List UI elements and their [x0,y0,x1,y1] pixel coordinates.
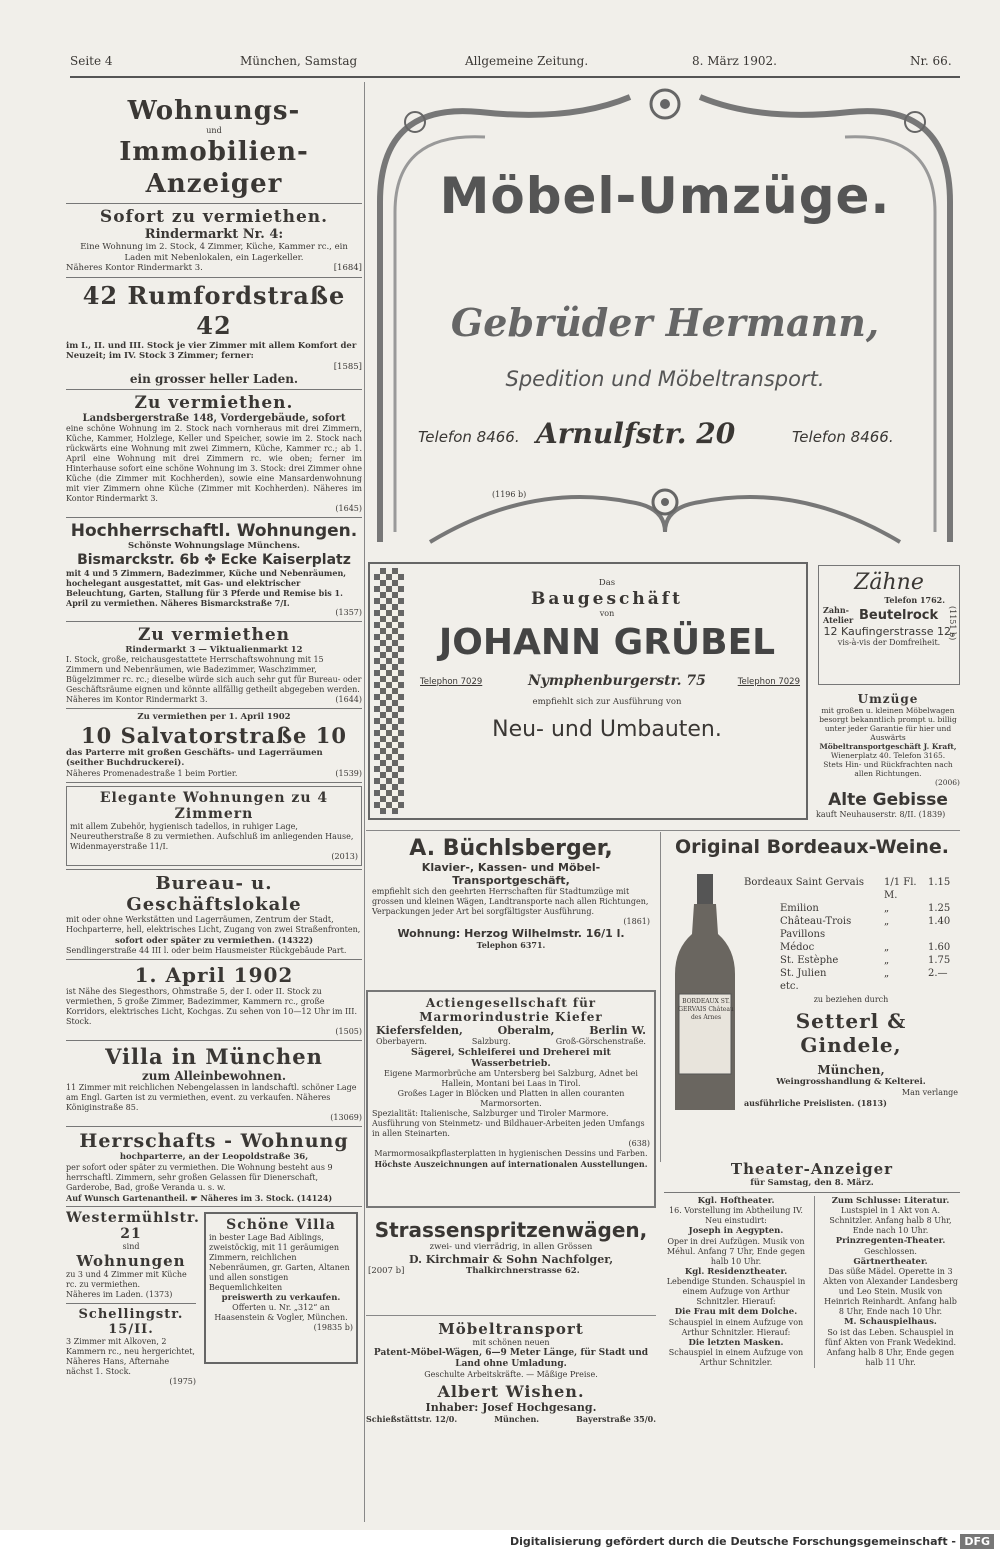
place-day: München, Samstag [240,54,358,68]
theater-house: Die Frau mit dem Dolche. [674,1307,798,1317]
ad-sub: Rindermarkt 3 — Viktualienmarkt 12 [125,644,303,655]
ad-sub: Spedition und Möbeltransport. [505,367,825,391]
theater-house: Gärtnertheater. [853,1256,928,1267]
ad-body: mit allem Zubehör, hygienisch tadellos, in ruhiger Lage, Neureutherstraße 8 zu vermiethen. Aufschluß im anliegenden Hause, Widenmayerstraße 11/I. [70,821,354,851]
ad-company: Gebrüder Hermann, [450,300,880,345]
ad-extra: ein grosser heller Laden. [129,372,299,386]
wine-row [744,902,958,915]
wine-unit: „ [884,955,890,966]
ad-place-2: Oberalm, [497,1024,555,1037]
ad-place-3: Berlin W. [589,1024,646,1037]
ad-bold: sofort oder später zu vermiethen. [114,935,275,946]
ad-line3: Neu- und Umbauten. [492,717,722,742]
ad-owner: Inhaber: Josef Hochgesang. [425,1401,597,1414]
ad-extra: Stets Hin- und Rückfrachten nach allen Richtungen. [823,760,953,778]
ad-footer: Näheres Kontor Rindermarkt 3. [66,263,203,273]
digitization-footer [0,1530,1000,1555]
ad-headline: Sofort zu vermiethen. [99,207,329,227]
ad-line6: Höchste Auszeichnungen auf internationalen Ausstellungen. [374,1159,648,1169]
ad-note-1: Man verlange [901,1087,958,1097]
ad-code: (13069) [330,1113,362,1122]
ad-place-1: Kiefersfelden, [376,1024,463,1037]
ad-name: A. Büchlsberger, [409,836,613,861]
ad-bordeaux [664,836,960,1146]
ad-code: (19835 b) [313,1323,353,1332]
ad-ohmstrasse [66,963,362,1037]
ad-company: D. Kirchmair & Sohn Nachfolger, [408,1252,614,1266]
ad-company: Möbeltransportgeschäft J. Kraft, [819,742,957,751]
ad-headline: Zu vermiethen. [134,393,294,413]
ad-title: Umzüge [857,692,919,706]
ad-title: Möbel-Umzüge. [439,167,891,225]
ad-place-sub-3: Groß-Görschenstraße. [555,1037,646,1046]
ad-villa-muenchen [66,1044,362,1123]
theater-anzeiger [664,1160,960,1480]
column-divider [364,82,365,1522]
theater-house: Joseph in Aegypten. [688,1226,784,1236]
ad-line2: empfiehlt sich zur Ausführung von [532,696,682,707]
ad-line3: Großes Lager in Blöcken und Platten in allen couranten Marmorsorten. [397,1089,625,1108]
ad-body: Eine Wohnung im 2. Stock, 4 Zimmer, Küche, Kammer rc., ein Laden mit Nebenlokalen, ein Lagerkeller. [80,242,348,263]
ad-phone-left: Telephon 7029 [420,676,483,687]
ad-code: [2007 b] [368,1265,405,1276]
wine-row [744,954,958,967]
ad-headline: 1. April 1902 [134,963,294,987]
ad-code: [1684] [333,263,362,273]
ad-bismarckstrasse [66,521,362,618]
wine-row [744,876,958,902]
ad-city: München. [494,1414,540,1424]
theater-house: Zum Schlusse: Literatur. [831,1195,950,1206]
ad-schellingstrasse-code: (1975) [169,1376,196,1386]
ad-sub: Rindermarkt Nr. 4: [144,227,284,242]
ad-phone-right: Telefon 8466. [792,428,894,446]
wine-price: 1.25 [928,903,951,914]
ad-footer: Näheres im Laden. [66,1289,144,1299]
ad-headline: Bureau- u. Geschäftslokale [126,872,302,915]
wine-name: Bordeaux Saint Gervais [744,877,864,888]
ad-line2: Eigene Marmorbrüche am Untersberg bei Salzburg, Adnet bei Hallein, Montani bei Laas in Tirol. [384,1069,638,1088]
ad-body: kauft Neuhauserstr. 8/II. [816,810,917,819]
wine-row [744,980,958,993]
theater-house: Prinzregenten-Theater. [835,1236,946,1246]
ad-albert-wishen [366,1320,656,1480]
ad-schellingstrasse-body: 3 Zimmer mit Alkoven, 2 Kammern rc., neu hergerichtet, Näheres Hans, Afternahe nächst 1. Stock. [66,1336,195,1376]
ad-body: empfiehlt sich den geehrten Herrschaften für Stadtumzüge mit grossen und kleinen Wägen, Landtransporte nach allen Richtungen, Verpackungen jeder Art bei sorgfältigster Ausführung. [372,887,649,916]
bottle-label: BORDEAUX ST. GERVAIS Château des Arnes [678,998,734,1021]
theater-text: Schauspiel in einem Aufzuge von Arthur Schnitzler. [668,1348,804,1367]
wine-unit: 1/1 Fl. M. [884,877,917,901]
ad-name: Beutelrock [859,607,939,623]
theater-text: Geschlossen. [864,1246,917,1256]
ad-extra: Auf Wunsch Gartenantheil. ☛ Näheres im 3. Stock. [66,1192,294,1203]
ad-das: Das [598,578,616,588]
ad-footer: Näheres im Kontor Rindermarkt 3. [66,695,208,704]
bottom-left-block [66,1209,362,1386]
wine-price: 2.— [928,968,948,979]
ad-phone-left: Telefon 8466. [418,428,520,446]
ad-headline: Herrschafts - Wohnung [79,1130,349,1152]
theater-house: M. Schauspielhaus. [844,1317,937,1327]
ad-street: Bismarckstr. 6b ✤ Ecke Kaiserplatz [77,551,351,568]
newspaper-title: Allgemeine Zeitung. [465,54,589,68]
ad-phone: Telephon 6371. [476,940,546,950]
banner-title-2: Immobilien-Anzeiger [119,137,309,199]
row-divider [366,1315,656,1316]
ad-code: (2006) [935,778,960,787]
ad-body: zu 3 und 4 Zimmer mit Küche rc. zu vermiethen. [66,1269,187,1289]
ad-code: (14124) [296,1192,333,1203]
banner-title-1: Wohnungs- [127,96,301,126]
ad-footer: Offerten u. Nr. „312“ an Haasenstein & Vogler, München. [214,1303,348,1322]
checker-border [374,568,404,814]
footer-text: Digitalisierung gefördert durch die Deutsche Forschungsgemeinschaft - [509,1535,956,1548]
ad-price: preiswerth zu verkaufen. [221,1292,341,1303]
banner-und: und [206,126,222,135]
ad-alte-gebisse [816,790,960,830]
ad-bureau-lokale [66,873,362,957]
ad-studio: Zahn-Atelier [823,605,854,625]
ad-headline: 42 Rumfordstraße 42 [82,280,346,340]
ad-code: (1151 b) [948,606,957,641]
ad-code: (1839) [918,810,946,819]
theater-house: Die letzten Masken. [688,1337,784,1348]
ad-footer: Sendlingerstraße 44 III l. oder beim Hausmeister Rückgebäude Part. [66,946,347,955]
ad-company: Setterl & Gindele, [795,1009,907,1057]
ad-script: Zähne [854,570,924,595]
ad-place-sub-2: Salzburg. [471,1037,511,1046]
ad-l1: mit schönen neuen [472,1338,550,1347]
ad-sub: Schönste Wohnungslage Münchens. [128,541,300,551]
ad-note-2: ausführliche Preislisten. [744,1097,855,1108]
ad-schellingstrasse-headline: Schellingstr. 15/II. [78,1306,184,1337]
ad-marmorindustrie [366,990,656,1208]
ad-addr: Wohnung: Herzog Wilhelmstr. 16/1 l. [397,927,625,940]
dfg-logo: DFG [960,1534,994,1549]
ad-sub: zwei- und vierrädrig, in allen Grössen [429,1242,593,1252]
wine-name: St. Julien [780,968,827,979]
ad-headline: Villa in München [105,1044,323,1069]
wine-name: Château-Trois Pavillons [780,916,852,940]
ad-l2: Patent-Möbel-Wägen, 6—9 Meter Länge, für Stadt und Land ohne Umladung. [373,1348,649,1369]
ad-title: Alte Gebisse [828,790,948,810]
wine-row [744,967,958,980]
theater-text: 16. Vorstellung im Abtheilung IV. Neu einstudirt: [669,1206,803,1225]
theater-text: Schauspiel in einem Aufzuge von Arthur Schnitzler. Hierauf: [668,1317,804,1337]
ad-strassenspritzenwaegen [366,1218,656,1318]
wine-name: Emilion [780,903,819,914]
ad-body: das Parterre mit großen Geschäfts- und Lagerräumen (seither Buchdruckerei). [66,747,323,768]
page-header [70,52,960,72]
ad-line1: Sägerei, Schleiferei und Dreherei mit Wasserbetrieb. [411,1047,611,1069]
ad-body: per sofort oder später zu vermiethen. Die Wohnung besteht aus 9 herrschaftl. Zimmern, sehr großen Gelassen für Dienerschaft, Garderobe, Bad, große Veranda u. s. w. [66,1162,333,1192]
ad-body: eine schöne Wohnung im 2. Stock nach vornheraus mit drei Zimmern, Küche, Kammer, Holzlege, Keller und Speicher, sowie im 2. Stock nach rückwärts eine Wohnung mit zwei Zimmern, Küche, Kammer rc.; ab 1. April eine Wohnung mit drei Zimmern rc. wie oben; ferner im Hinterhause sofort eine schöne Wohnung im 3. Stock: drei Zimmer ohne Küche (die Zimmer mit Kochherden), sowie eine Mansardenwohnung mit vier Zimmern ohne Küche (Zimmer mit Kochherden). Näheres im Kontor Rindermarkt 3. [66,424,362,503]
theater-right [821,1196,960,1369]
ad-pre: Zu vermiethen per 1. April 1902 [137,712,291,722]
ad-code: (1373) [145,1289,173,1299]
issue-date: 8. März 1902. [692,54,777,68]
ad-sub: zum Alleinbewohnen. [141,1069,287,1083]
ad-sind: sind [122,1241,140,1251]
page-number: Seite 4 [70,54,113,68]
ad-schoene-villa [204,1212,358,1364]
ad-addr: Wienerplatz 40. Telefon 3165. [830,751,946,760]
issue-number: Nr. 66. [910,54,952,68]
ad-code: [1585] [333,361,362,372]
wine-name: St. Estèphe [780,955,839,966]
ad-line1: Baugeschäft [531,588,683,609]
ad-zahn-atelier [818,565,960,685]
theater-house: Kgl. Residenztheater. [684,1266,788,1277]
ad-von: von [599,608,615,618]
ad-sub: vis-à-vis der Domfreiheit. [837,638,941,647]
ad-address: Nymphenburgerstr. 75 [528,672,706,689]
ad-gruebel [368,562,808,820]
ad-line5: Marmormosaikpflasterplatten in hygienischen Dessins und Farben. [374,1149,648,1158]
ad-headline: Schöne Villa [226,1216,336,1233]
ad-line4: Spezialität: Italienische, Salzburger und Tiroler Marmore. Ausführung von Steinmetz- und Bildhauer-Arbeiten jeden Umfangs in allen Steinarten. [372,1109,645,1138]
ad-elegante-wohnungen [66,786,362,866]
theater-text: Oper in drei Aufzügen. Musik von Méhul. Anfang 7 Uhr, Ende gegen halb 10 Uhr. [666,1236,806,1266]
header-rule [70,76,960,78]
theater-text: So ist das Leben. Schauspiel in fünf Akten von Frank Wedekind. Anfang halb 8 Uhr, Ende gegen halb 11 Uhr. [824,1327,957,1367]
ad-body: mit 4 und 5 Zimmern, Badezimmer, Küche und Nebenräumen, hochelegant ausgestattet, mit Gas- und elektrischer Beleuchtung, Garten, Stallung für 3 Pferde und Remise bis 1. April zu vermiethen. Näheres Bismarckstraße 7/I. [66,567,347,608]
ad-salvatorstrasse [66,712,362,779]
ad-code: (1813) [857,1097,887,1108]
row-divider [366,830,960,831]
theater-house: Kgl. Hoftheater. [697,1195,775,1206]
ad-body: 11 Zimmer mit reichlichen Nebengelassen in landschaftl. schöner Lage am Engl. Garten ist zu vermiethen, event. zu verkaufen. Näheres Königinstraße 85. [66,1083,357,1112]
wine-row [744,915,958,941]
ad-address: Arnulfstr. 20 [536,417,736,450]
ad-code: (1357) [335,607,362,617]
ad-umzuege-kraft [816,692,960,787]
ad-code: (1645) [335,504,362,513]
ad-code: (1644) [335,695,362,704]
ad-body: in bester Lage Bad Aiblings, zweistöckig, mit 11 geräumigen Zimmern, reichlichen Nebenräumen, gr. Garten, Altanen und allen sonstigen Bequemlichkeiten [209,1232,350,1292]
ad-code: (638) [628,1139,650,1148]
banner [66,82,362,200]
ad-herrschafts-wohnung [66,1130,362,1203]
wine-price: 1.60 [928,942,951,953]
wine-name: Médoc [780,942,815,953]
wine-price: 1.15 [928,877,951,888]
ad-body: ist Nähe des Siegesthors, Ohmstraße 5, der I. oder II. Stock zu vermiethen, 5 große Zimmer, Badezimmer, Kammern rc., große Korridors, elektrisches Licht, Kochgas. Zu sehen von 10—12 Uhr im III. Stock. [66,987,358,1026]
ad-headline: Elegante Wohnungen zu 4 Zimmern [99,789,329,822]
wine-unit: „ [884,942,890,953]
ad-buechlsberger [366,836,656,978]
ad-headline: Westermühlstr. 21 [66,1209,200,1242]
ad-place-sub-1: Oberbayern. [376,1037,427,1046]
wine-price: 1.75 [928,955,951,966]
ad-city: München, [817,1063,885,1077]
ad-title: Möbeltransport [438,1320,584,1338]
ad-name: JOHANN GRÜBEL [438,621,776,663]
theater-text: Lebendige Stunden. Schauspiel in einem Aufzuge von Arthur Schnitzler. Hierauf: [666,1277,806,1306]
wine-table [744,876,958,1108]
ad-code: (1539) [335,768,362,778]
ad-sub: hochparterre, an der Leopoldstraße 36, [119,1152,309,1162]
ad-headline: Hochherrschaftl. Wohnungen. [70,521,358,541]
ad-moebel-umzuege [370,82,960,552]
ad-phone-right: Telephon 7029 [737,676,800,687]
ad-code: (1861) [623,917,650,926]
wine-unit: „ [884,916,890,927]
ad-code: (14322) [277,934,314,945]
wine-bottle-icon [670,874,740,1114]
ad-name: Albert Wishen. [437,1382,585,1401]
ad-headline-2: Wohnungen [76,1251,186,1270]
ad-body: I. Stock, große, reichausgestattete Herrschaftswohnung mit 15 Zimmern und Nebenräumen, wie Badezimmer, Waschzimmer, Bügelzimmer rc. rc.; dieselbe würde sich auch sehr gut für Bureau- oder Geschäftsräume eignen und könnte allfällig getheilt abgegeben werden. [66,655,362,694]
ad-code: (1196 b) [492,490,527,499]
theater-left [664,1196,808,1369]
ad-title: Original Bordeaux-Weine. [675,836,949,858]
wine-unit [884,980,928,993]
ad-code: (1505) [335,1027,362,1036]
ad-body: im I., II. und III. Stock je vier Zimmer mit allem Komfort der Neuzeit; im IV. Stock 3 Zimmer; ferner: [66,340,357,361]
ad-addr-1: Schießstättstr. 12/0. [366,1414,458,1424]
ad-phone: Telefon 1762. [884,595,945,605]
wine-name: etc. [780,981,799,992]
ad-code: (2013) [331,851,358,861]
ad-headline: Zu vermiethen [138,624,290,645]
left-column [66,82,362,1522]
ad-viktualienmarkt [66,625,362,706]
wine-row [744,941,958,954]
ad-l3: Geschulte Arbeitskräfte. — Mäßige Preise. [424,1370,598,1379]
theater-title: Theater-Anzeiger [730,1160,894,1178]
ad-type: Klavier-, Kassen- und Möbel-Transportgeschäft, [421,861,601,887]
theater-text: Lustspiel in 1 Akt von A. Schnitzler. Anfang halb 8 Uhr, Ende nach 10 Uhr. [829,1206,952,1235]
ad-rumfordstrasse [66,281,362,387]
ad-street: 12 Kaufingerstrasse 12, [823,625,955,638]
ad-addr-2: Bayerstraße 35/0. [576,1414,656,1424]
wine-unit: „ [884,968,890,979]
theater-sub: für Samstag, den 8. März. [750,1178,874,1188]
theater-text: Das süße Mädel. Operette in 3 Akten von Alexander Landesberg und Leo Stein. Musik von Heinrich Reinhardt. Anfang halb 8 Uhr, Ende nach 10 Uhr. [822,1267,958,1316]
column-divider-2 [660,832,661,1162]
ad-sub: Landsbergerstraße 148, Vordergebäude, sofort [82,413,346,424]
ad-footer: Näheres Promenadestraße 1 beim Portier. [66,768,238,778]
ad-trade: Weingrosshandlung & Kelterei. [776,1077,926,1087]
wine-unit: „ [884,903,890,914]
ad-addr: Thalkirchnerstrasse 62. [466,1265,580,1276]
ad-title: Actiengesellschaft für Marmorindustrie Kiefer [419,996,603,1024]
ad-rindermarkt-4 [66,207,362,274]
ad-landsbergerstrasse [66,393,362,514]
ad-westermuehlstrasse [66,1209,200,1387]
ad-body: mit oder ohne Werkstätten und Lagerräumen, Zentrum der Stadt, Hochparterre, hell, elektrisches Licht, Zugang von zwei Straßenfronten, [66,914,361,934]
ad-headline: 10 Salvatorstraße 10 [81,722,347,748]
ad-title: Strassenspritzenwägen, [374,1218,648,1242]
ad-sub: zu beziehen durch [813,995,889,1004]
wine-price: 1.40 [928,916,951,927]
ad-body: mit großen u. kleinen Möbelwagen besorgt bekanntlich prompt u. billig unter jeder Garantie für hier und Auswärts [819,706,957,742]
